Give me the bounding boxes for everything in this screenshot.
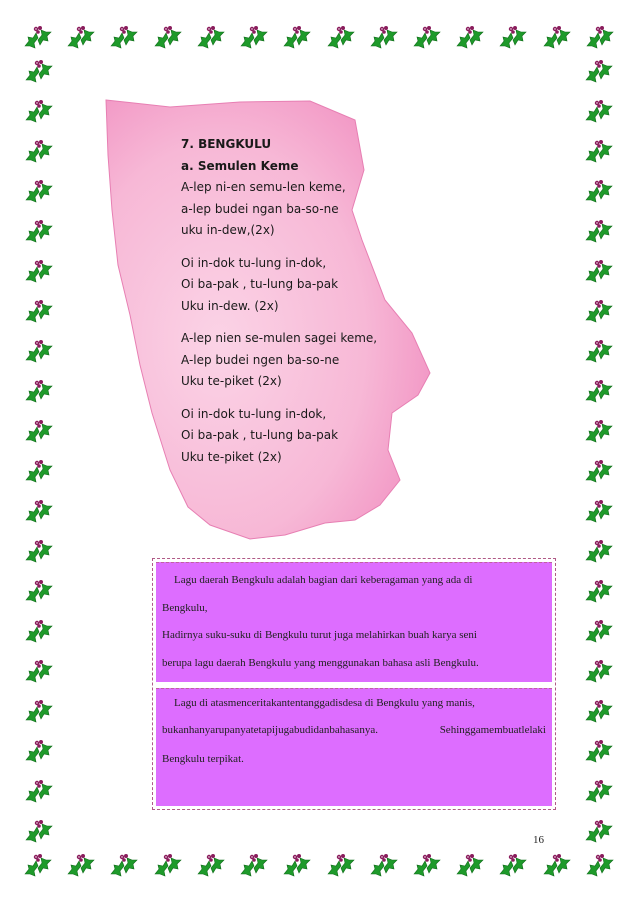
box2-line-2-right: Sehinggamembuatlelaki	[439, 724, 546, 736]
holly-icon	[23, 738, 55, 768]
holly-icon	[23, 498, 55, 528]
holly-icon	[22, 24, 54, 54]
poem-line: Oi in-dok tu-lung in-dok,	[181, 255, 327, 270]
poem-line: Uku in-dew. (2x)	[181, 298, 279, 313]
holly-icon	[583, 538, 615, 568]
holly-icon	[583, 178, 615, 208]
holly-icon	[23, 98, 55, 128]
holly-icon	[583, 258, 615, 288]
poem-line: Oi ba-pak , tu-lung ba-pak	[181, 428, 339, 442]
holly-icon	[23, 418, 55, 448]
holly-icon	[108, 852, 140, 882]
poem-heading: 7. BENGKULU	[181, 137, 272, 151]
holly-icon	[584, 24, 616, 54]
holly-icon	[23, 378, 55, 408]
holly-icon	[23, 458, 55, 488]
box1-line-1: Lagu daerah Bengkulu adalah bagian dari keberagaman yang ada di	[174, 574, 473, 586]
holly-border-bottom	[22, 850, 616, 884]
holly-icon	[583, 618, 615, 648]
holly-icon	[325, 24, 357, 54]
holly-icon	[411, 852, 443, 882]
poem-line: Oi in-dok tu-lung in-dok,	[181, 406, 327, 421]
holly-icon	[23, 538, 55, 568]
poem-line: A-lep nien se-mulen sagei keme,	[181, 331, 378, 345]
holly-icon	[23, 698, 55, 728]
holly-icon	[583, 58, 615, 88]
holly-icon	[152, 24, 184, 54]
holly-icon	[497, 24, 529, 54]
holly-icon	[583, 818, 615, 848]
holly-icon	[238, 24, 270, 54]
poem-line: Uku te-piket (2x)	[181, 374, 282, 388]
poem-line: a-lep budei ngan ba-so-ne	[181, 201, 339, 216]
box2-line-2-left: bukanhanyarupanyatetapijugabudidanbahasanya.	[162, 724, 378, 736]
holly-icon	[584, 852, 616, 882]
poem-line: uku in-dew,(2x)	[181, 223, 275, 237]
holly-icon	[454, 24, 486, 54]
holly-icon	[454, 852, 486, 882]
holly-icon	[583, 138, 615, 168]
holly-icon	[195, 852, 227, 882]
holly-icon	[22, 852, 54, 882]
holly-icon	[497, 852, 529, 882]
box2-line-1: Lagu di atasmenceritakantentanggadisdesa di Bengkulu yang manis,	[174, 697, 475, 709]
poem-lines	[181, 177, 421, 468]
holly-border-left	[22, 58, 56, 848]
holly-icon	[23, 258, 55, 288]
holly-icon	[108, 24, 140, 54]
holly-icon	[281, 852, 313, 882]
holly-icon	[195, 24, 227, 54]
holly-icon	[23, 578, 55, 608]
description-box-1	[156, 562, 552, 682]
holly-icon	[23, 218, 55, 248]
holly-icon	[583, 98, 615, 128]
holly-icon	[583, 578, 615, 608]
holly-icon	[583, 658, 615, 688]
holly-icon	[411, 24, 443, 54]
stanza-gap	[181, 242, 421, 253]
description-box-2	[156, 688, 552, 806]
holly-icon	[368, 852, 400, 882]
poem-block	[181, 134, 421, 468]
holly-icon	[583, 458, 615, 488]
song-title: a. Semulen Keme	[181, 158, 299, 173]
holly-icon	[23, 58, 55, 88]
holly-icon	[583, 698, 615, 728]
holly-icon	[583, 338, 615, 368]
holly-icon	[541, 852, 573, 882]
holly-icon	[65, 24, 97, 54]
holly-icon	[583, 778, 615, 808]
holly-icon	[23, 178, 55, 208]
holly-border-right	[582, 58, 616, 848]
holly-icon	[583, 498, 615, 528]
holly-icon	[23, 778, 55, 808]
holly-icon	[23, 658, 55, 688]
holly-icon	[23, 138, 55, 168]
holly-icon	[65, 852, 97, 882]
poem-line: A-lep ni-en semu-len keme,	[181, 180, 346, 194]
box1-line-2: Bengkulu,	[162, 602, 208, 614]
box2-line-2	[162, 724, 546, 736]
stanza-gap	[181, 393, 421, 404]
holly-icon	[583, 418, 615, 448]
holly-icon	[541, 24, 573, 54]
holly-icon	[23, 618, 55, 648]
stanza-gap	[181, 317, 421, 328]
box1-line-3: Hadirnya suku-suku di Bengkulu turut juga melahirkan buah karya seni	[162, 629, 477, 641]
poem-line: Uku te-piket (2x)	[181, 449, 282, 464]
holly-icon	[238, 852, 270, 882]
holly-icon	[583, 218, 615, 248]
poem-line: Oi ba-pak , tu-lung ba-pak	[181, 277, 339, 291]
holly-icon	[368, 24, 400, 54]
holly-icon	[152, 852, 184, 882]
holly-icon	[583, 298, 615, 328]
holly-icon	[583, 378, 615, 408]
holly-icon	[325, 852, 357, 882]
holly-icon	[23, 298, 55, 328]
box1-line-4: berupa lagu daerah Bengkulu yang menggunakan bahasa asli Bengkulu.	[162, 657, 479, 669]
holly-border-top	[22, 22, 616, 56]
holly-icon	[23, 818, 55, 848]
poem-line: A-lep budei ngen ba-so-ne	[181, 352, 340, 367]
holly-icon	[23, 338, 55, 368]
holly-icon	[583, 738, 615, 768]
holly-icon	[281, 24, 313, 54]
box2-line-3: Bengkulu terpikat.	[162, 753, 244, 765]
page-number: 16	[533, 834, 544, 846]
